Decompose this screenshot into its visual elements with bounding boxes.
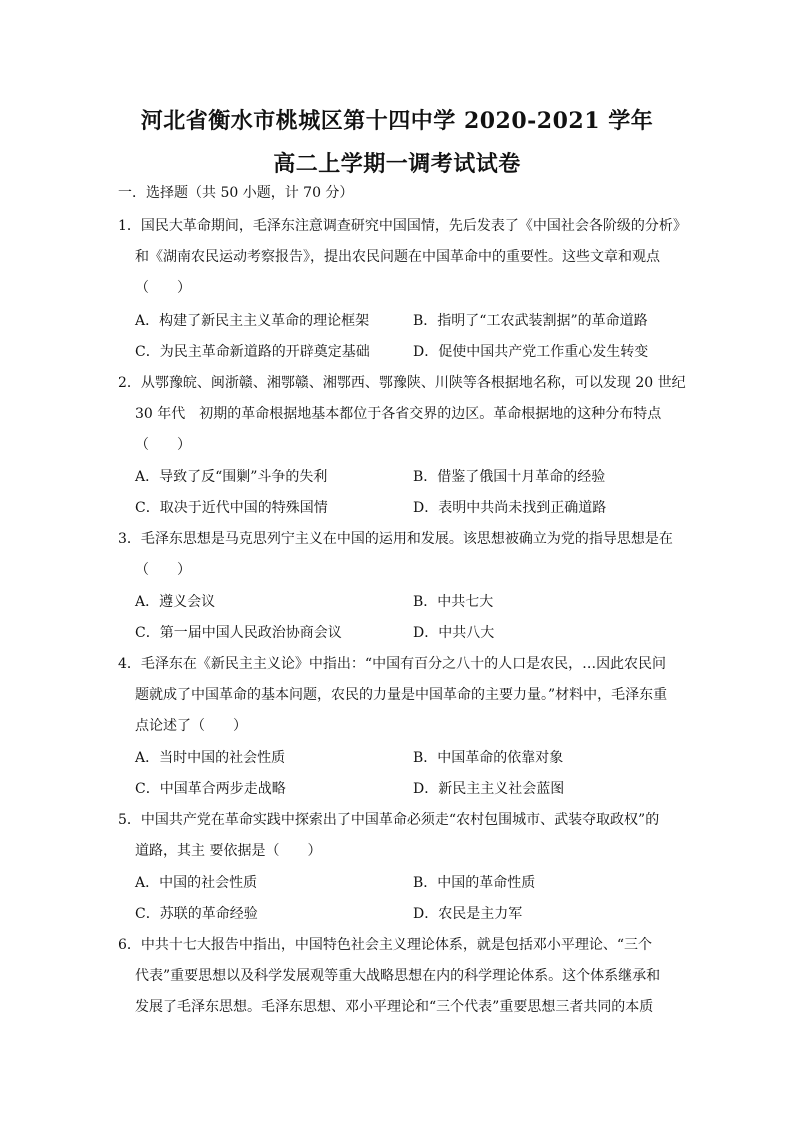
question-4-line-1: 4．毛泽东在《新民主主义论》中指出：“中国有百分之八十的人口是农民，…因此农民问 <box>118 656 667 672</box>
question-1-option-a: A．构建了新民主主义革命的理论框架 <box>135 313 370 329</box>
question-2-line-1: 2．从鄂豫皖、闽浙赣、湘鄂赣、湘鄂西、鄂豫陕、川陕等各根据地名称，可以发现 20 世纪 <box>118 375 686 391</box>
question-3-option-b: B．中共七大 <box>413 594 494 610</box>
question-1-line-3: （ ） <box>135 280 191 296</box>
document-title-line1: 河北省衡水市桃城区第十四中学 2020-2021 学年 <box>140 108 654 134</box>
question-5-option-d: D．农民是主力军 <box>413 906 523 922</box>
question-3-option-d: D．中共八大 <box>413 625 495 641</box>
section-heading: 一．选择题（共 50 小题，计 70 分） <box>118 185 354 201</box>
question-5-line-1: 5．中国共产党在革命实践中探索出了中国革命必须走“农村包围城市、武装夺取政权”的 <box>118 812 660 828</box>
question-2-option-c: C．取决于近代中国的特殊国情 <box>135 500 328 516</box>
question-4-option-b: B．中国革命的依靠对象 <box>413 750 564 766</box>
question-2-option-b: B．借鉴了俄国十月革命的经验 <box>413 469 606 485</box>
question-5-option-c: C．苏联的革命经验 <box>135 906 258 922</box>
question-1-line-2: 和《湖南农民运动考察报告》，提出农民问题在中国革命中的重要性。这些文章和观点 <box>135 249 660 265</box>
question-5-option-a: A．中国的社会性质 <box>135 875 258 891</box>
question-3-line-1: 3．毛泽东思想是马克思列宁主义在中国的运用和发展。该思想被确立为党的指导思想是在 <box>118 531 673 547</box>
question-1-option-b: B．指明了“工农武装割据”的革命道路 <box>413 313 648 329</box>
question-6-line-2: 代表”重要思想以及科学发展观等重大战略思想在内的科学理论体系。这个体系继承和 <box>135 968 661 984</box>
question-4-line-2: 题就成了中国革命的基本问题，农民的力量是中国革命的主要力量。”材料中，毛泽东重 <box>135 687 668 703</box>
question-4-option-d: D．新民主主义社会蓝图 <box>413 781 565 797</box>
question-1-option-c: C．为民主革命新道路的开辟奠定基础 <box>135 344 370 360</box>
question-2-line-3: （ ） <box>135 437 191 453</box>
question-2-option-d: D．表明中共尚未找到正确道路 <box>413 500 607 516</box>
question-5-line-2: 道路，其主 要依据是（ ） <box>135 843 322 859</box>
document-title-line2: 高二上学期一调考试试卷 <box>273 151 521 177</box>
question-6-line-1: 6．中共十七大报告中指出，中国特色社会主义理论体系，就是包括邓小平理论、“三个 <box>118 937 653 953</box>
question-4-option-c: C．中国革合两步走战略 <box>135 781 286 797</box>
question-6-line-3: 发展了毛泽东思想。毛泽东思想、邓小平理论和“三个代表”重要思想三者共同的本质 <box>135 999 654 1015</box>
question-3-option-a: A．遵义会议 <box>135 594 216 610</box>
question-1-line-1: 1．国民大革命期间，毛泽东注意调查研究中国国情，先后发表了《中国社会各阶级的分析》 <box>118 218 687 234</box>
question-1-option-d: D．促使中国共产党工作重心发生转变 <box>413 344 649 360</box>
question-2-line-2: 30 年代 初期的革命根据地基本都位于各省交界的边区。革命根据地的这种分布特点 <box>135 406 662 422</box>
question-3-line-2: （ ） <box>135 562 191 578</box>
question-4-line-3: 点论述了（ ） <box>135 718 247 734</box>
question-4-option-a: A．当时中国的社会性质 <box>135 750 286 766</box>
question-3-option-c: C．第一届中国人民政治协商会议 <box>135 625 342 641</box>
question-5-option-b: B．中国的革命性质 <box>413 875 536 891</box>
question-2-option-a: A．导致了反“围剿”斗争的失利 <box>135 469 328 485</box>
